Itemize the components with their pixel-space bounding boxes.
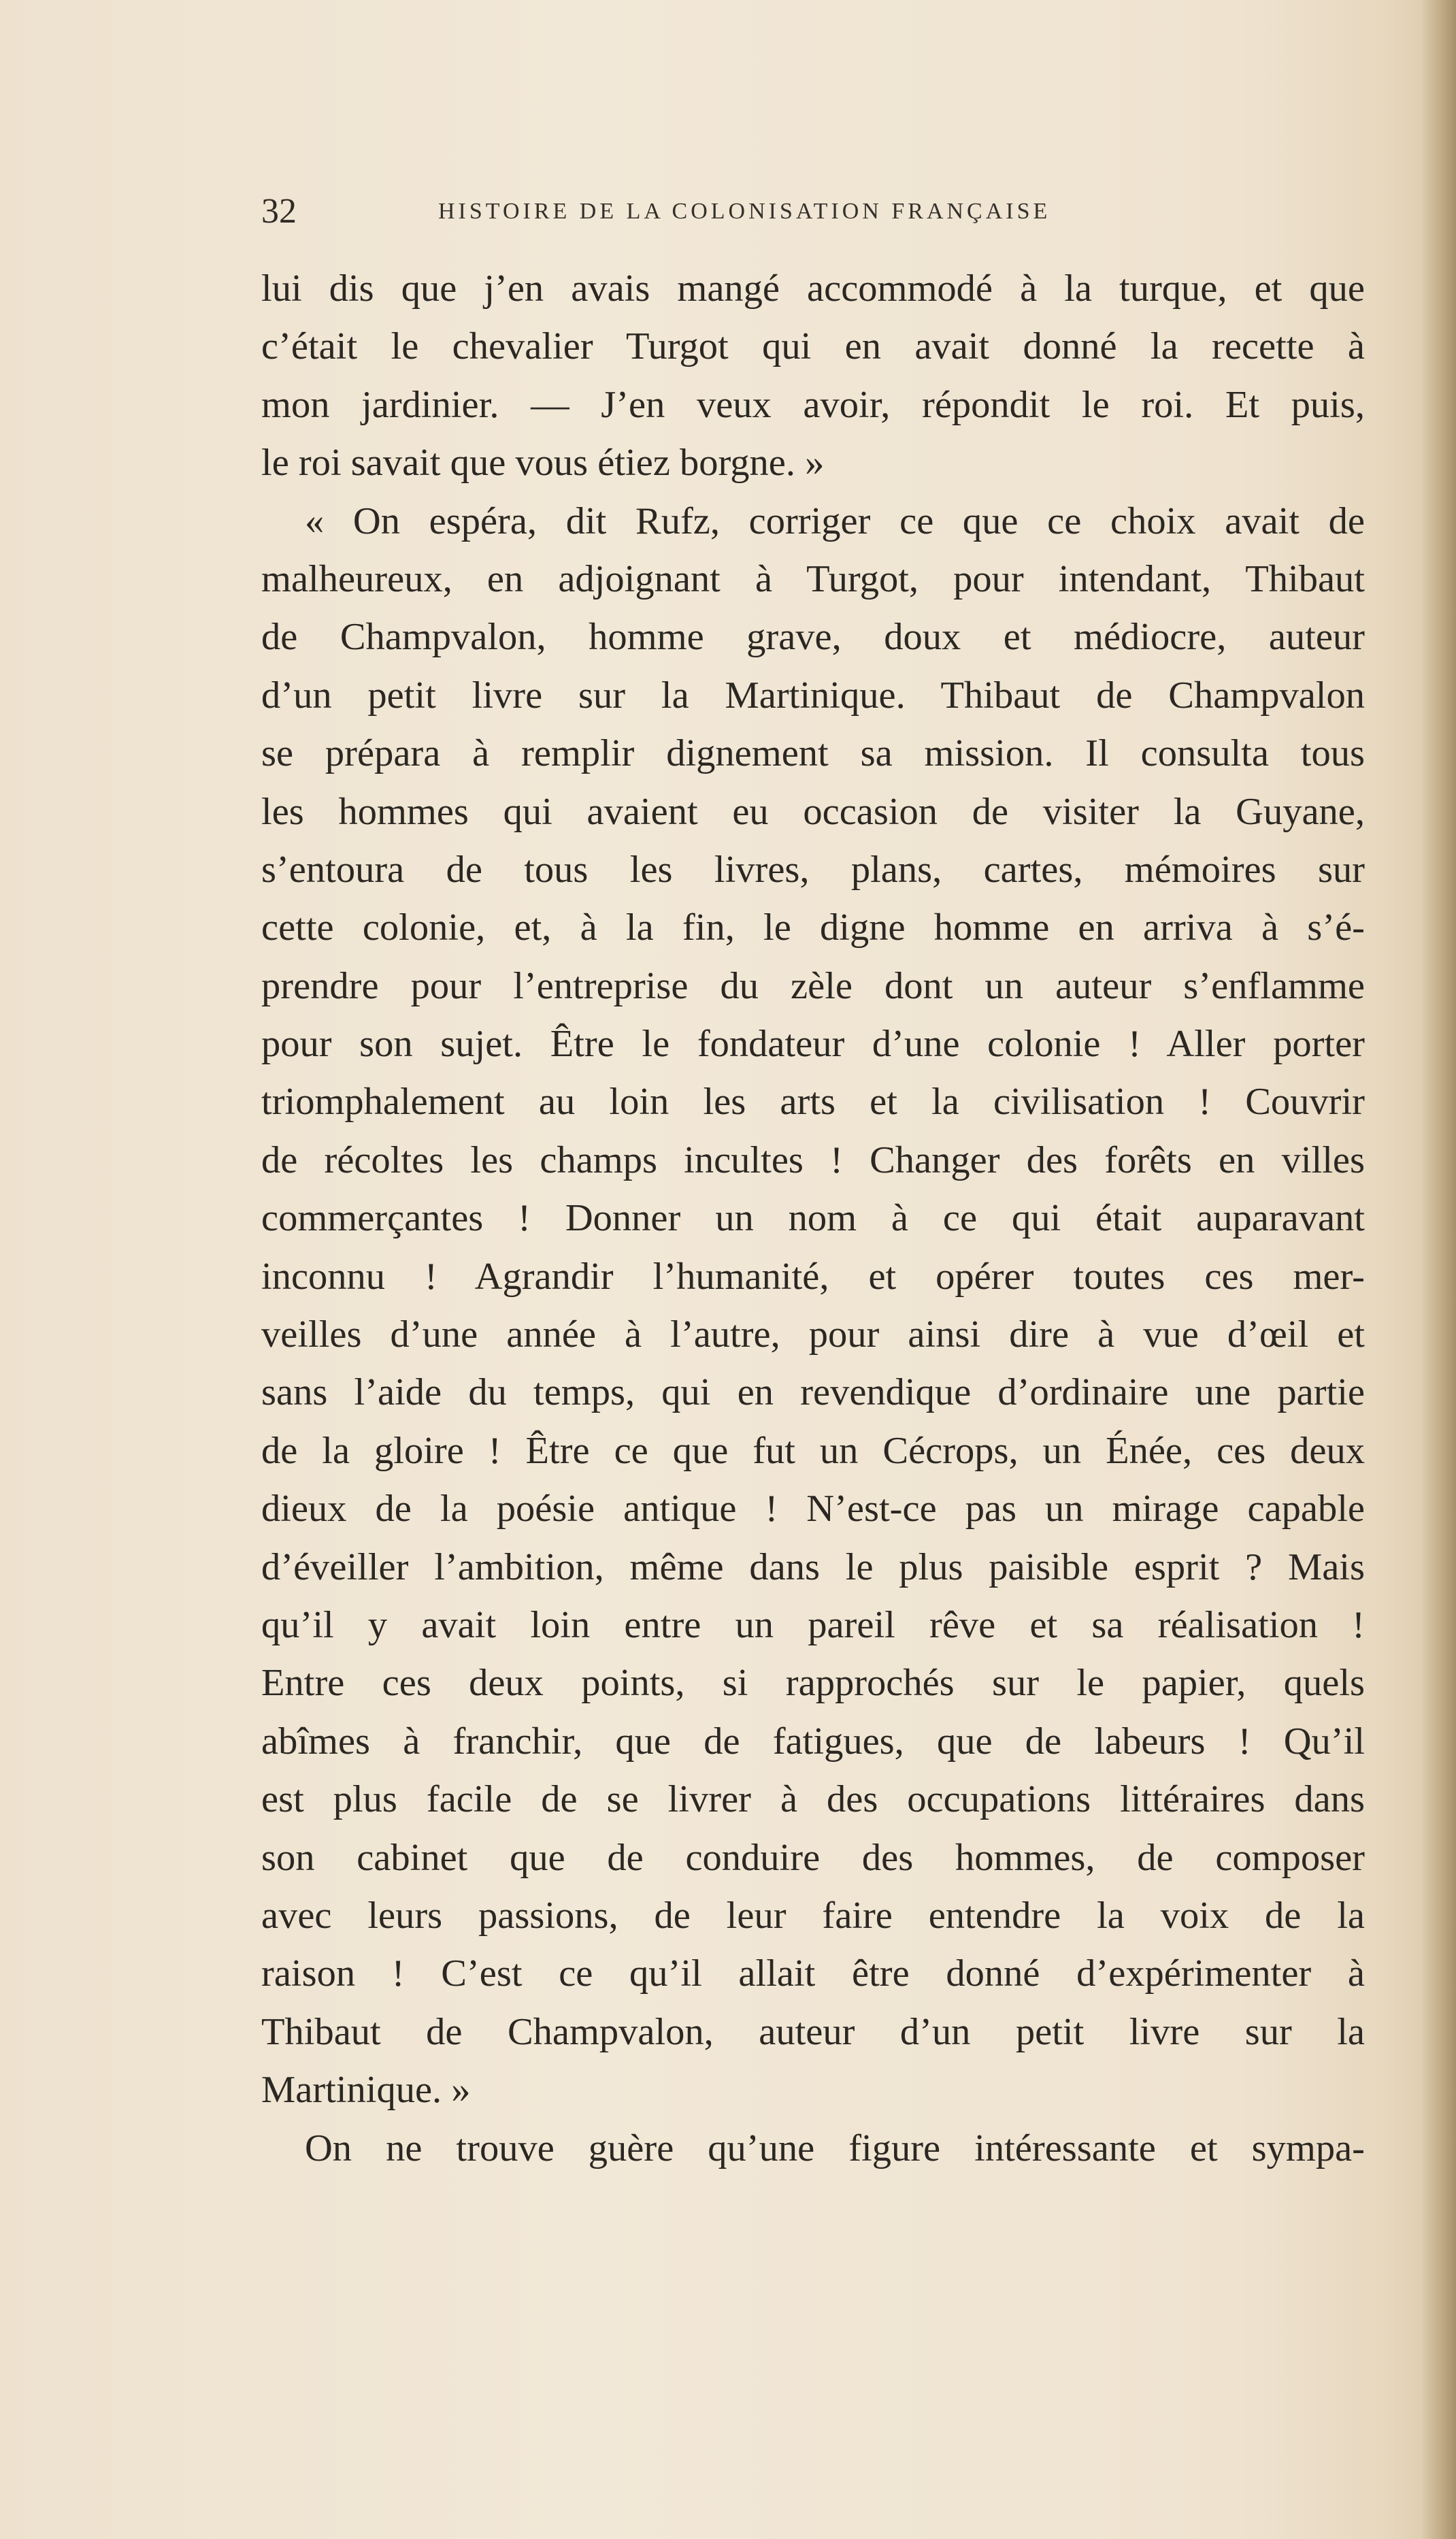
text-line: d’un petit livre sur la Martinique. Thibaut de Champvalon <box>261 674 1365 717</box>
text-line: Martinique. » <box>261 2069 471 2112</box>
body-text <box>261 260 1365 2178</box>
text-line: lui dis que j’en avais mangé accommodé à la turque, et que <box>261 267 1365 310</box>
page-header <box>261 188 1214 235</box>
text-line: « On espéra, dit Rufz, corriger ce que ce choix avait de <box>305 499 1365 542</box>
text-line: d’éveiller l’ambition, même dans le plus paisible esprit ? Mais <box>261 1545 1365 1588</box>
page-number: 32 <box>261 192 297 231</box>
text-line: le roi savait que vous étiez borgne. » <box>261 442 825 485</box>
text-line: mon jardinier. — J’en veux avoir, répondit le roi. Et puis, <box>261 383 1365 426</box>
text-line: veilles d’une année à l’autre, pour ainsi dire à vue d’œil et <box>261 1313 1365 1356</box>
text-line: malheureux, en adjoignant à Turgot, pour intendant, Thibaut <box>261 557 1365 600</box>
text-line: abîmes à franchir, que de fatigues, que de labeurs ! Qu’il <box>261 1720 1365 1763</box>
text-line: Thibaut de Champvalon, auteur d’un petit livre sur la <box>261 2010 1365 2053</box>
text-line: pour son sujet. Être le fondateur d’une colonie ! Aller porter <box>261 1023 1365 1066</box>
text-line: de récoltes les champs incultes ! Changer des forêts en villes <box>261 1139 1365 1181</box>
text-line: commerçantes ! Donner un nom à ce qui était auparavant <box>261 1197 1365 1240</box>
text-line: c’était le chevalier Turgot qui en avait donné la recette à <box>261 325 1365 368</box>
text-line: se prépara à remplir dignement sa mission. Il consulta tous <box>261 732 1365 775</box>
text-line: avec leurs passions, de leur faire entendre la voix de la <box>261 1894 1365 1937</box>
text-line: qu’il y avait loin entre un pareil rêve et sa réalisation ! <box>261 1603 1365 1646</box>
text-line: est plus facile de se livrer à des occupations littéraires dans <box>261 1778 1365 1821</box>
text-line: s’entoura de tous les livres, plans, cartes, mémoires sur <box>261 848 1365 891</box>
text-line: Entre ces deux points, si rapprochés sur le papier, quels <box>261 1662 1365 1705</box>
text-line: sans l’aide du temps, qui en revendique d’ordinaire une partie <box>261 1371 1365 1414</box>
text-line: de la gloire ! Être ce que fut un Cécrops, un Énée, ces deux <box>261 1429 1365 1472</box>
page-edge-shadow <box>1421 0 1456 2539</box>
text-line: cette colonie, et, à la fin, le digne homme en arriva à s’é- <box>261 906 1365 949</box>
text-line: dieux de la poésie antique ! N’est-ce pas un mirage capable <box>261 1488 1365 1530</box>
text-line: son cabinet que de conduire des hommes, de composer <box>261 1836 1365 1879</box>
text-line: prendre pour l’entreprise du zèle dont un auteur s’enflamme <box>261 964 1365 1007</box>
text-line: raison ! C’est ce qu’il allait être donné d’expérimenter à <box>261 1952 1365 1995</box>
text-line: triomphalement au loin les arts et la civilisation ! Couvrir <box>261 1081 1365 1124</box>
text-line: les hommes qui avaient eu occasion de visiter la Guyane, <box>261 790 1365 833</box>
text-line: de Champvalon, homme grave, doux et médiocre, auteur <box>261 616 1365 659</box>
running-title: HISTOIRE DE LA COLONISATION FRANÇAISE <box>438 199 1051 224</box>
text-line: On ne trouve guère qu’une figure intéressante et sympa- <box>305 2127 1365 2169</box>
text-line: inconnu ! Agrandir l’humanité, et opérer toutes ces mer- <box>261 1255 1365 1298</box>
